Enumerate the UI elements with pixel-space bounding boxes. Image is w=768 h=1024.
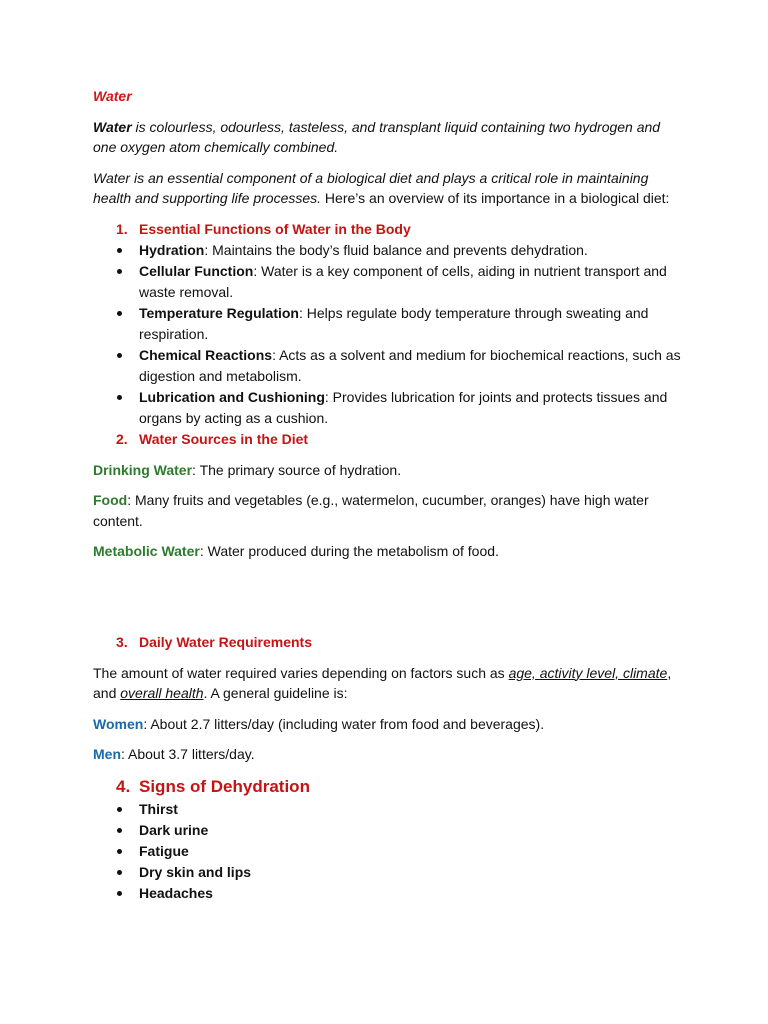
men-term: Men xyxy=(93,746,121,762)
intro-text: is colourless, odourless, tasteless, and transplant liquid containing two hydrogen and one oxygen atom chemically combined. xyxy=(93,118,661,155)
document-body xyxy=(93,86,683,904)
list-item-desc: : Water is a key component of cells, aiding in nutrient transport and waste removal. xyxy=(139,262,667,300)
women-term: Women xyxy=(93,715,144,732)
document-title: Water xyxy=(93,88,132,104)
source-desc: : Many fruits and vegetables (e.g., watermelon, cucumber, oranges) have high water content. xyxy=(93,492,649,529)
overall-health-underlined: overall health xyxy=(120,685,204,701)
section-1-number: 1. xyxy=(116,220,128,237)
source-term: Metabolic Water xyxy=(93,543,200,559)
overview-italic: Water is an essential component of a biological diet and plays a critical role in maintaining health and supporting life processes. xyxy=(93,169,649,206)
section-2-title: Water Sources in the Diet xyxy=(139,430,309,447)
section-3-title: Daily Water Requirements xyxy=(139,633,312,650)
list-item xyxy=(93,820,683,841)
list-item-desc: : Maintains the body’s fluid balance and prevents dehydration. xyxy=(204,241,588,258)
overview-text: Here’s an overview of its importance in a biological diet: xyxy=(321,190,670,206)
list-item-desc: : Helps regulate body temperature through sweating and respiration. xyxy=(139,304,649,342)
section-4-title: Signs of Dehydration xyxy=(139,776,310,796)
sign-label: Dry skin and lips xyxy=(139,863,252,880)
list-item xyxy=(93,240,683,261)
overview-paragraph xyxy=(93,168,683,209)
requirements-text: . A general guideline is: xyxy=(203,685,348,701)
list-item-term: Temperature Regulation xyxy=(139,304,299,321)
women-requirement xyxy=(93,714,683,735)
source-desc: : Water produced during the metabolism of food. xyxy=(199,543,499,559)
source-metabolic-water xyxy=(93,541,683,562)
list-item-desc: : Acts as a solvent and medium for biochemical reactions, such as digestion and metabolism. xyxy=(139,346,681,384)
source-drinking-water xyxy=(93,460,683,481)
section-3-heading xyxy=(93,632,683,653)
intro-bold-word: Water xyxy=(93,118,132,135)
source-term: Drinking Water xyxy=(93,461,193,478)
men-desc: : About 3.7 litters/day. xyxy=(121,746,255,762)
sign-label: Dark urine xyxy=(139,821,209,838)
sign-label: Thirst xyxy=(139,800,178,817)
men-requirement xyxy=(93,744,683,765)
list-item xyxy=(93,799,683,820)
list-item xyxy=(93,387,683,429)
section-1-title: Essential Functions of Water in the Body xyxy=(139,220,411,237)
section-2-heading xyxy=(93,429,683,450)
requirements-paragraph xyxy=(93,663,683,704)
list-item xyxy=(93,345,683,387)
list-item-desc: : Provides lubrication for joints and protects tissues and organs by acting as a cushion. xyxy=(139,388,668,426)
factors-underlined: age, activity level, climate xyxy=(508,664,668,681)
list-item-term: Lubrication and Cushioning xyxy=(139,388,325,405)
list-item xyxy=(93,261,683,303)
blank-space xyxy=(93,562,683,632)
source-food xyxy=(93,490,683,531)
list-item-term: Cellular Function xyxy=(139,262,254,279)
list-item-term: Chemical Reactions xyxy=(139,346,273,363)
functions-list xyxy=(93,240,683,429)
source-term: Food xyxy=(93,492,128,508)
sign-label: Fatigue xyxy=(139,842,189,859)
section-2-number: 2. xyxy=(116,430,128,447)
section-1-heading xyxy=(93,219,683,240)
source-desc: : The primary source of hydration. xyxy=(192,461,402,478)
list-item xyxy=(93,303,683,345)
section-4-heading xyxy=(93,775,683,799)
women-desc: : About 2.7 litters/day (including water from food and beverages). xyxy=(143,715,545,732)
section-3-number: 3. xyxy=(116,633,128,650)
dehydration-signs-list xyxy=(93,799,683,904)
list-item xyxy=(93,883,683,904)
sign-label: Headaches xyxy=(139,884,213,901)
list-item xyxy=(93,841,683,862)
section-4-number: 4. xyxy=(116,776,131,796)
requirements-text: , and xyxy=(93,664,672,701)
list-item xyxy=(93,862,683,883)
intro-paragraph xyxy=(93,117,683,158)
requirements-text: The amount of water required varies depending on factors such as xyxy=(93,664,509,681)
list-item-term: Hydration xyxy=(139,241,205,258)
